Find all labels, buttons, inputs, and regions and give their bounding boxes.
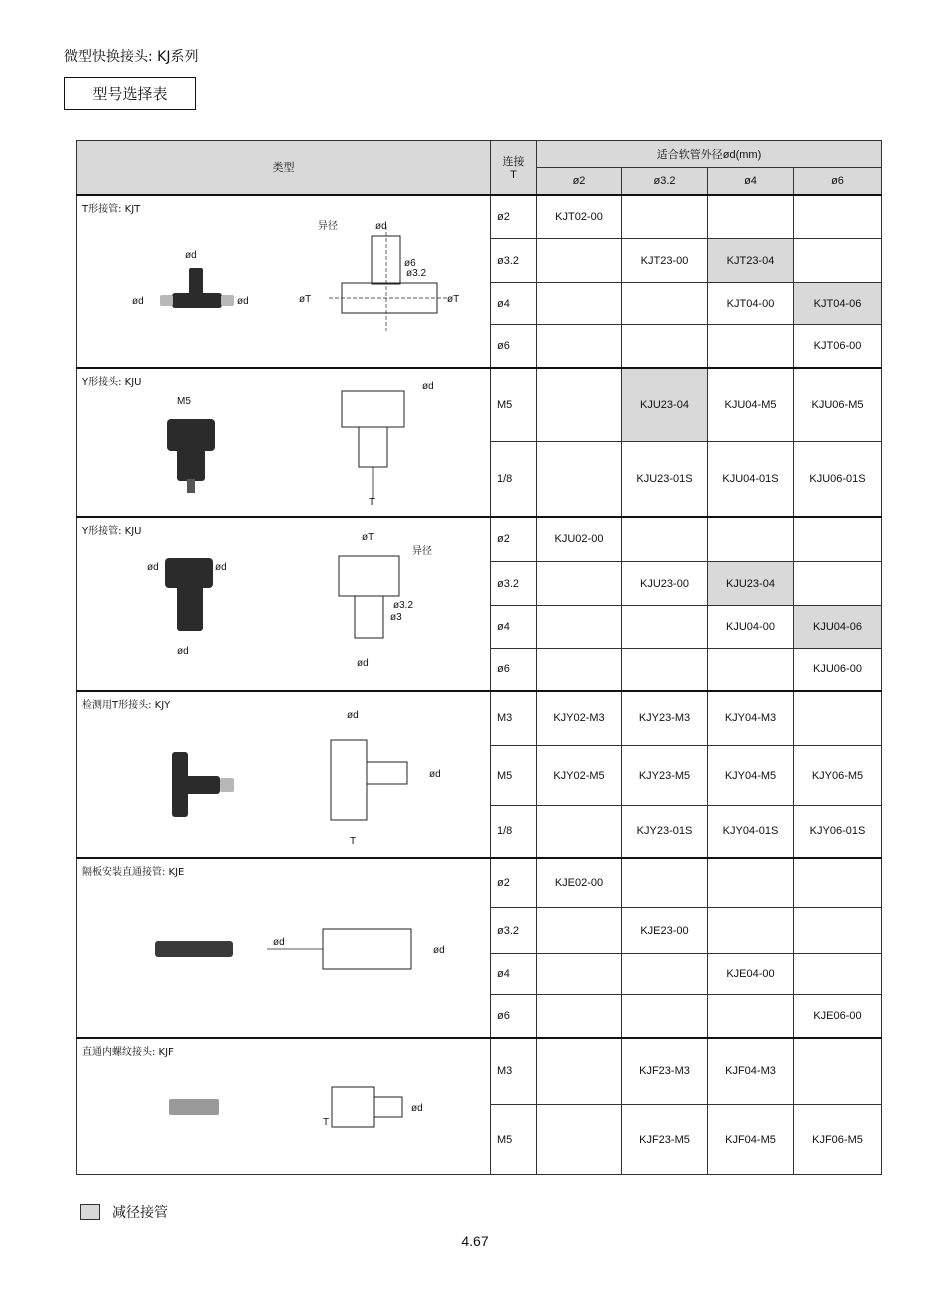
figure-label-thread-T: T	[369, 496, 376, 508]
figure-label-od: ød	[215, 561, 227, 573]
connection-cell: M5	[491, 746, 537, 806]
model-cell: KJY06-01S	[794, 806, 882, 858]
header-size: ø2	[537, 168, 622, 195]
figure-label-od: ød	[357, 657, 369, 669]
model-cell	[537, 1105, 622, 1175]
model-cell: KJY23-M3	[622, 691, 708, 746]
model-cell	[622, 606, 708, 649]
model-cell: KJU04-00	[708, 606, 794, 649]
header-size: ø3.2	[622, 168, 708, 195]
model-cell: KJT23-04	[708, 239, 794, 283]
model-cell	[794, 239, 882, 283]
connection-cell: ø4	[491, 606, 537, 649]
page-number: 4.67	[461, 1233, 489, 1249]
model-cell: KJE23-00	[622, 908, 708, 954]
model-cell: KJU23-00	[622, 562, 708, 606]
figure-label-od: ød	[411, 1102, 423, 1114]
diagram-body	[323, 929, 411, 969]
figure-label-thread: M5	[177, 395, 191, 407]
model-cell	[537, 239, 622, 283]
figure-label-o32: ø3.2	[393, 599, 414, 611]
model-cell	[794, 691, 882, 746]
model-cell	[708, 195, 794, 239]
model-cell: KJU04-01S	[708, 442, 794, 517]
model-cell: KJF04-M3	[708, 1038, 794, 1105]
figure-label-od: ød	[433, 944, 445, 956]
model-cell: KJY04-M3	[708, 691, 794, 746]
model-cell	[537, 908, 622, 954]
header-size: ø4	[708, 168, 794, 195]
model-cell	[622, 649, 708, 691]
type-label: T形接管: KJT	[82, 203, 141, 215]
fitting-photo-stem	[177, 586, 203, 631]
page-title: 微型快换接头: KJ系列	[64, 49, 199, 65]
figure-label-od: ød	[429, 768, 441, 780]
model-cell	[537, 806, 622, 858]
model-cell: KJT04-00	[708, 283, 794, 325]
type-label: 隔板安装直通接管: KJE	[82, 866, 185, 878]
model-cell: KJY23-01S	[622, 806, 708, 858]
figure-label-od: ød	[422, 380, 434, 392]
fitting-photo-body	[165, 558, 213, 588]
legend	[80, 1202, 168, 1222]
model-cell	[537, 442, 622, 517]
header-connection-line2: T	[510, 169, 517, 182]
model-cell: KJF06-M5	[794, 1105, 882, 1175]
model-cell	[537, 606, 622, 649]
model-cell	[622, 195, 708, 239]
model-cell: KJT06-00	[794, 325, 882, 368]
fitting-photo-stem	[177, 449, 205, 481]
model-cell	[537, 995, 622, 1038]
connection-cell: ø6	[491, 649, 537, 691]
model-cell	[794, 908, 882, 954]
model-cell	[708, 908, 794, 954]
type-cell	[77, 517, 491, 691]
model-cell	[708, 995, 794, 1038]
model-cell	[537, 325, 622, 368]
model-cell	[794, 195, 882, 239]
connection-cell: ø4	[491, 954, 537, 995]
diagram-body	[332, 1087, 374, 1127]
connection-cell: ø6	[491, 325, 537, 368]
diagram-branch	[367, 762, 407, 784]
connection-cell: M5	[491, 1105, 537, 1175]
connection-cell: 1/8	[491, 442, 537, 517]
model-cell: KJU23-04	[622, 368, 708, 442]
model-cell: KJT04-06	[794, 283, 882, 325]
model-cell	[794, 954, 882, 995]
figure-label-od: ød	[347, 709, 359, 721]
connection-cell: ø6	[491, 995, 537, 1038]
type-label: Y形接头: KJU	[82, 376, 142, 388]
header-tube-od: 适合软管外径ød(mm)	[537, 141, 882, 168]
figure-label-oT: øT	[362, 531, 375, 543]
model-cell	[708, 649, 794, 691]
model-cell	[622, 325, 708, 368]
model-cell: KJY02-M3	[537, 691, 622, 746]
connection-cell: ø2	[491, 858, 537, 908]
model-cell	[708, 858, 794, 908]
header-type: 类型	[77, 141, 491, 195]
header-size: ø6	[794, 168, 882, 195]
model-cell: KJU04-06	[794, 606, 882, 649]
diagram-stem	[355, 596, 383, 638]
figure-label-thread-T: T	[323, 1116, 330, 1128]
header-connection-line1: 连接	[502, 156, 525, 169]
fitting-photo-body	[155, 941, 233, 957]
model-cell: KJF23-M3	[622, 1038, 708, 1105]
model-cell: KJY02-M5	[537, 746, 622, 806]
model-cell: KJU06-M5	[794, 368, 882, 442]
model-cell: KJE02-00	[537, 858, 622, 908]
model-cell: KJT02-00	[537, 195, 622, 239]
model-cell: KJE06-00	[794, 995, 882, 1038]
connection-cell: ø2	[491, 195, 537, 239]
figure-label-oT: øT	[447, 293, 460, 305]
model-cell	[537, 562, 622, 606]
model-cell: KJY04-01S	[708, 806, 794, 858]
figure-label-od: ød	[375, 220, 387, 232]
figure-label-o6: ø6	[404, 257, 416, 269]
figure-label-reducer: 异径	[412, 545, 432, 557]
model-cell	[794, 517, 882, 562]
connection-cell: ø3.2	[491, 908, 537, 954]
fitting-illustration	[77, 1039, 491, 1176]
model-cell	[794, 562, 882, 606]
figure-label-od: ød	[177, 645, 189, 657]
type-cell	[77, 368, 491, 517]
model-cell	[794, 858, 882, 908]
model-cell: KJU06-01S	[794, 442, 882, 517]
legend-label: 减径接管	[112, 1205, 168, 1221]
model-cell: KJY23-M5	[622, 746, 708, 806]
figure-label-thread-T: T	[350, 835, 357, 847]
connection-cell: M5	[491, 368, 537, 442]
diagram-body	[339, 556, 399, 596]
fitting-photo-sleeve	[220, 778, 234, 792]
model-cell	[622, 954, 708, 995]
fitting-photo-sleeve	[221, 295, 234, 306]
model-cell: KJU23-04	[708, 562, 794, 606]
diagram-body	[342, 391, 404, 427]
model-cell	[537, 649, 622, 691]
model-cell	[622, 858, 708, 908]
type-label: 检测用T形接头: KJY	[82, 699, 171, 711]
fitting-photo-body	[169, 1099, 219, 1115]
type-cell	[77, 1038, 491, 1175]
connection-cell: ø3.2	[491, 239, 537, 283]
model-cell	[537, 368, 622, 442]
model-cell	[708, 517, 794, 562]
model-cell: KJU04-M5	[708, 368, 794, 442]
model-cell	[537, 283, 622, 325]
fitting-illustration	[77, 692, 491, 859]
type-cell	[77, 691, 491, 858]
subtitle-box: 型号选择表	[64, 77, 196, 110]
fitting-photo-body	[167, 419, 215, 451]
model-cell	[622, 517, 708, 562]
figure-label-o3: ø3	[390, 611, 402, 623]
fitting-illustration	[77, 518, 491, 692]
selection-table	[76, 140, 882, 1175]
figure-label-od: ød	[132, 295, 144, 307]
connection-cell: ø3.2	[491, 562, 537, 606]
diagram-stem	[359, 427, 387, 467]
header-connection	[491, 141, 537, 195]
model-cell	[622, 995, 708, 1038]
model-cell	[708, 325, 794, 368]
type-cell	[77, 195, 491, 368]
model-cell: KJF04-M5	[708, 1105, 794, 1175]
model-cell: KJT23-00	[622, 239, 708, 283]
figure-label-reducer: 异径	[318, 220, 338, 232]
model-cell: KJY06-M5	[794, 746, 882, 806]
connection-cell: M3	[491, 1038, 537, 1105]
fitting-illustration	[77, 369, 491, 518]
model-cell: KJY04-M5	[708, 746, 794, 806]
connection-cell: M3	[491, 691, 537, 746]
legend-swatch	[80, 1204, 100, 1220]
model-cell: KJF23-M5	[622, 1105, 708, 1175]
connection-cell: ø4	[491, 283, 537, 325]
fitting-illustration	[77, 196, 491, 369]
model-cell	[794, 1038, 882, 1105]
model-cell	[622, 283, 708, 325]
model-cell	[537, 954, 622, 995]
model-cell: KJU06-00	[794, 649, 882, 691]
figure-label-o32: ø3.2	[406, 267, 427, 279]
diagram-body	[331, 740, 367, 820]
model-cell: KJU23-01S	[622, 442, 708, 517]
connection-cell: ø2	[491, 517, 537, 562]
type-label: 直通内螺纹接头: KJF	[82, 1046, 174, 1058]
figure-label-od: ød	[147, 561, 159, 573]
figure-label-od: ød	[237, 295, 249, 307]
fitting-illustration	[77, 859, 491, 1039]
model-cell: KJE04-00	[708, 954, 794, 995]
figure-label-oT: øT	[299, 293, 312, 305]
model-cell: KJU02-00	[537, 517, 622, 562]
fitting-photo-thread	[187, 479, 195, 493]
type-cell	[77, 858, 491, 1038]
fitting-photo-stem	[189, 268, 203, 296]
figure-label-od: ød	[185, 249, 197, 261]
figure-label-od: ød	[273, 936, 285, 948]
type-label: Y形接管: KJU	[82, 525, 142, 537]
connection-cell: 1/8	[491, 806, 537, 858]
fitting-photo-sleeve	[160, 295, 173, 306]
model-cell	[537, 1038, 622, 1105]
diagram-sleeve	[374, 1097, 402, 1117]
fitting-photo-branch	[185, 776, 220, 794]
